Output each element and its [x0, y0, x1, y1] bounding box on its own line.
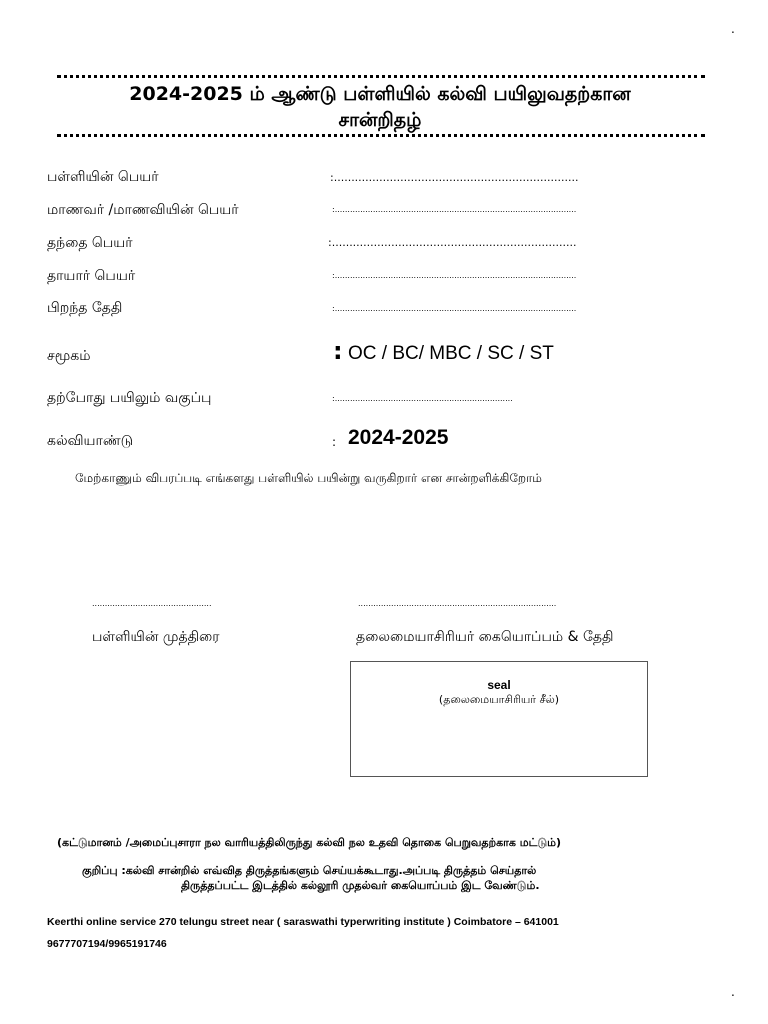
corner-mark-bottom: . [731, 985, 735, 999]
title-top-border [57, 75, 705, 78]
field-value-mother-name: :............................................................................................... [332, 271, 577, 280]
academic-year-value: 2024-2025 [348, 426, 449, 449]
seal-box [350, 661, 648, 777]
headmaster-signature-line: .............................................................................. [358, 599, 557, 608]
field-label-academic-year: கல்வியாண்டு [47, 433, 134, 449]
field-label-mother-name: தாயார் பெயர் [47, 268, 136, 284]
school-seal-signature-line: ............................................... [92, 599, 212, 608]
field-label-current-class: தற்போது பயிலும் வகுப்பு [47, 390, 212, 406]
title-line-1: 2024-2025 ம் ஆண்டு பள்ளியில் கல்வி பயிலுவதற்கான [129, 83, 631, 105]
seal-subtitle: (தலைமையாசிரியர் சீல்) [438, 693, 560, 706]
correction-note-line-2: திருத்தப்பட்ட இடத்தில் கல்லூரி முதல்வர் கையொப்பம் இட வேண்டும். [181, 879, 540, 892]
field-value-school-name: :...................................................................... [330, 171, 579, 184]
field-value-dob: :............................................................................................... [332, 304, 577, 313]
community-colon: : [333, 337, 343, 365]
headmaster-signature-label: தலைமையாசிரியர் கையொப்பம் & தேதி [356, 629, 614, 645]
scholarship-note: (கட்டுமானம் /அமைப்புசாரா நல வாரியத்திலிருந்து கல்வி நல உதவி தொகை பெறுவதற்காக மட்டும்) [57, 836, 562, 849]
school-seal-label: பள்ளியின் முத்திரை [92, 629, 220, 645]
certification-statement: மேற்காணும் விபரப்படி எங்களது பள்ளியில் பயின்று வருகிறார் என சான்றளிக்கிறோம் [75, 471, 542, 485]
field-label-father-name: தந்தை பெயர் [47, 235, 133, 251]
community-options: OC / BC/ MBC / SC / ST [348, 343, 554, 364]
field-label-dob: பிறந்த தேதி [47, 300, 123, 316]
title-line-2: சான்றிதழ் [338, 109, 422, 131]
field-value-student-name: :............................................................................................... [332, 205, 577, 214]
title-bottom-border [57, 134, 705, 137]
seal-title: seal [487, 678, 511, 692]
footer-address: Keerthi online service 270 telungu street near ( saraswathi typerwriting institute ) Coimbatore – 641001 [47, 916, 559, 928]
correction-note-line-1: குறிப்பு :கல்வி சான்றில் எவ்வித திருத்தங்களும் செய்யக்கூடாது.அப்படி திருத்தம் செய்தால் [82, 864, 537, 877]
footer-phone: 9677707194/9965191746 [47, 938, 167, 950]
field-label-student-name: மாணவர் /மாணவியின் பெயர் [47, 202, 239, 218]
academic-year-colon: : [332, 435, 337, 449]
field-label-school-name: பள்ளியின் பெயர் [47, 169, 159, 185]
field-value-current-class: :...................................................................... [332, 394, 513, 403]
field-label-community: சமூகம் [47, 348, 91, 364]
corner-mark-top: . [731, 22, 735, 36]
field-value-father-name: :...................................................................... [328, 236, 577, 249]
